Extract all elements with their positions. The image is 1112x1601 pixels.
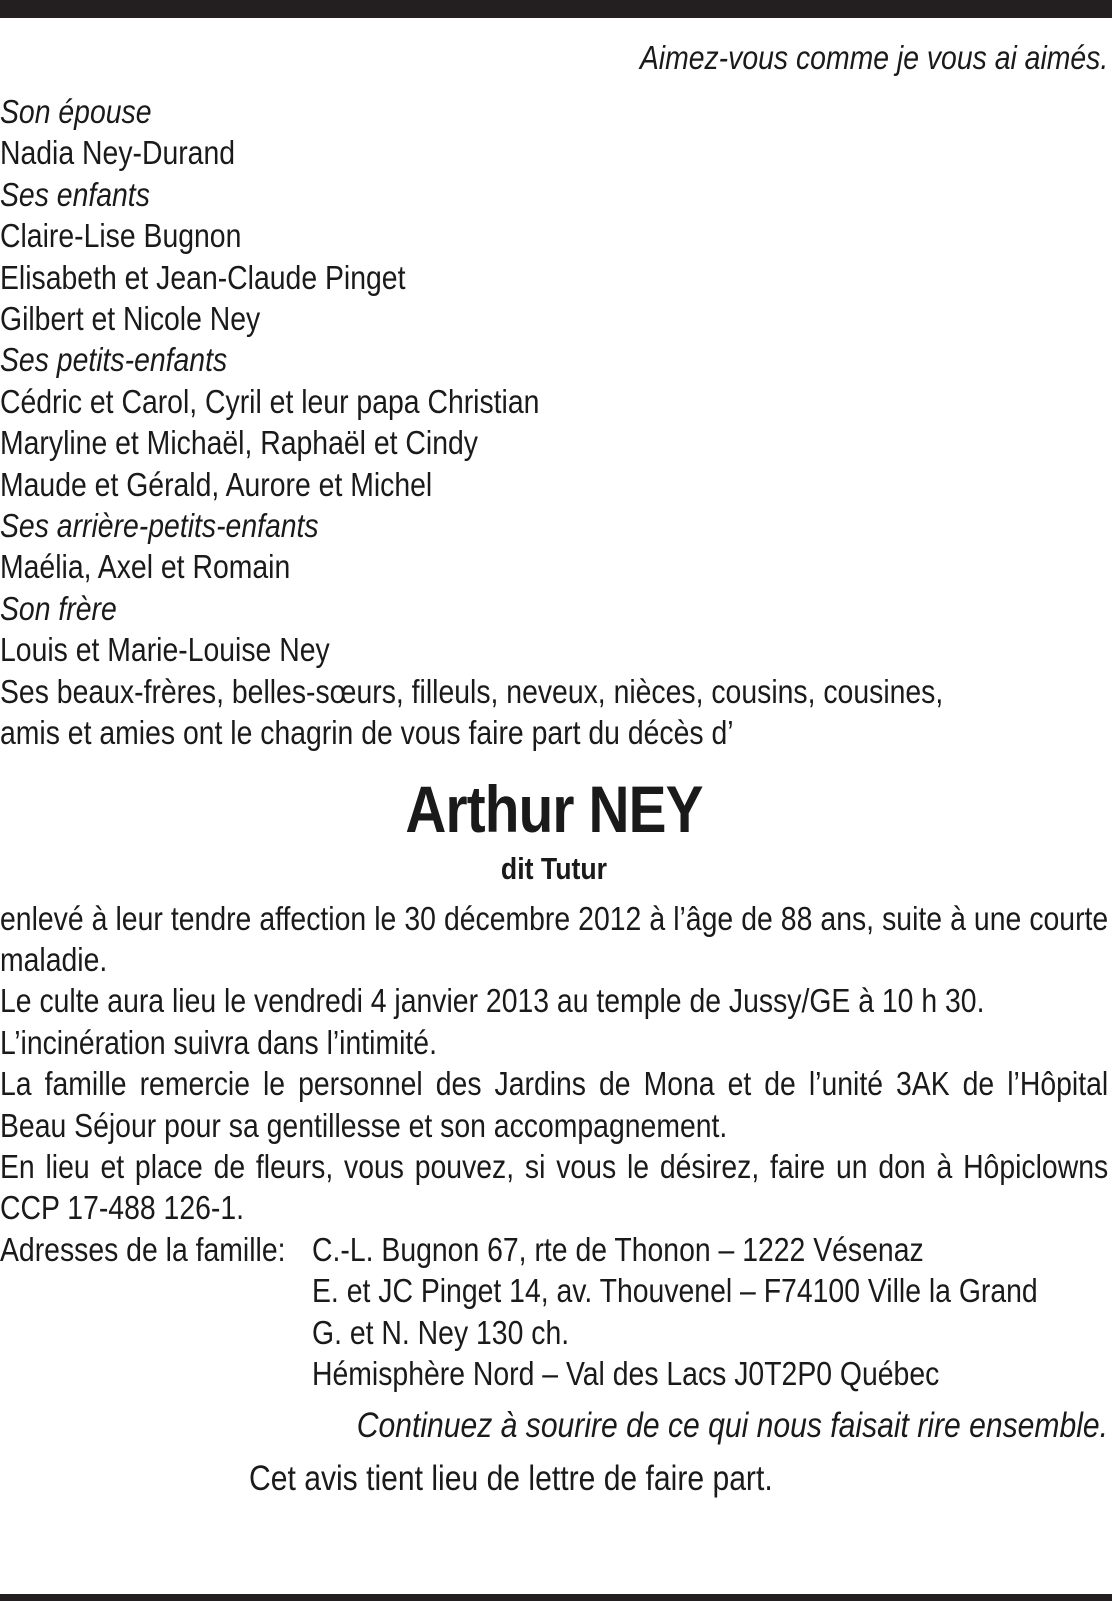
family-member: Gilbert et Nicole Ney: [0, 300, 261, 338]
notice-body: [0, 898, 1108, 1229]
family-member: Louis et Marie-Louise Ney: [0, 631, 330, 669]
address-line: E. et JC Pinget 14, av. Thouvenel – F74100 Ville la Grand: [312, 1272, 1038, 1310]
family-member: Claire-Lise Bugnon: [0, 217, 242, 255]
family-member: Elisabeth et Jean-Claude Pinget: [0, 258, 406, 296]
family-role: Son frère: [0, 589, 117, 627]
family-role: Ses enfants: [0, 175, 150, 213]
body-paragraph: L’incinération suivra dans l’intimité.: [0, 1023, 437, 1061]
family-member: Maryline et Michaël, Raphaël et Cindy: [0, 424, 478, 462]
addresses-label: Adresses de la famille:: [0, 1230, 286, 1268]
family-role: Ses arrière-petits-enfants: [0, 507, 319, 545]
family-addresses: [0, 1229, 1108, 1395]
closing-quote: Continuez à sourire de ce qui nous faisait rire ensemble.: [356, 1406, 1108, 1446]
family-role: Son épouse: [0, 93, 152, 130]
family-member: Nadia Ney-Durand: [0, 134, 236, 172]
family-list: [0, 91, 1108, 754]
body-paragraph: La famille remercie le personnel des Jardins de Mona et de l’unité 3AK de l’Hôpital Beau Séjour pour sa gentillesse et son accompagnement.: [0, 1065, 1109, 1144]
family-member: Maélia, Axel et Romain: [0, 548, 291, 586]
body-paragraph: En lieu et place de fleurs, vous pouvez, si vous le désirez, faire un don à Hôpiclowns CCP 17-488 126-1.: [0, 1147, 1109, 1227]
epigraph: Aimez-vous comme je vous ai aimés.: [639, 39, 1108, 76]
address-line: G. et N. Ney 130 ch.: [312, 1313, 570, 1351]
deceased-nickname: dit Tutur: [500, 850, 608, 886]
obituary-notice: [0, 36, 1108, 1501]
address-line: Hémisphère Nord – Val des Lacs J0T2P0 Québec: [312, 1354, 940, 1392]
deceased-name: Arthur NEY: [405, 771, 703, 846]
body-paragraph: enlevé à leur tendre affection le 30 décembre 2012 à l’âge de 88 ans, suite à une courte maladie.: [0, 899, 1109, 978]
announcement-line: Ses beaux-frères, belles-sœurs, filleuls, neveux, nièces, cousins, cousines,: [0, 672, 944, 710]
family-role: Ses petits-enfants: [0, 341, 228, 379]
final-note-row: [0, 1457, 1108, 1501]
bottom-border-rule: [0, 1594, 1112, 1601]
family-member: Cédric et Carol, Cyril et leur papa Christian: [0, 382, 540, 420]
top-border-rule: [0, 0, 1112, 18]
address-line: C.-L. Bugnon 67, rte de Thonon – 1222 Vésenaz: [312, 1230, 924, 1268]
body-paragraph: Le culte aura lieu le vendredi 4 janvier 2013 au temple de Jussy/GE à 10 h 30.: [0, 982, 985, 1020]
final-note: Cet avis tient lieu de lettre de faire part.: [249, 1459, 773, 1499]
announcement-line: amis et amies ont le chagrin de vous faire part du décès d’: [0, 714, 734, 752]
family-member: Maude et Gérald, Aurore et Michel: [0, 465, 433, 503]
